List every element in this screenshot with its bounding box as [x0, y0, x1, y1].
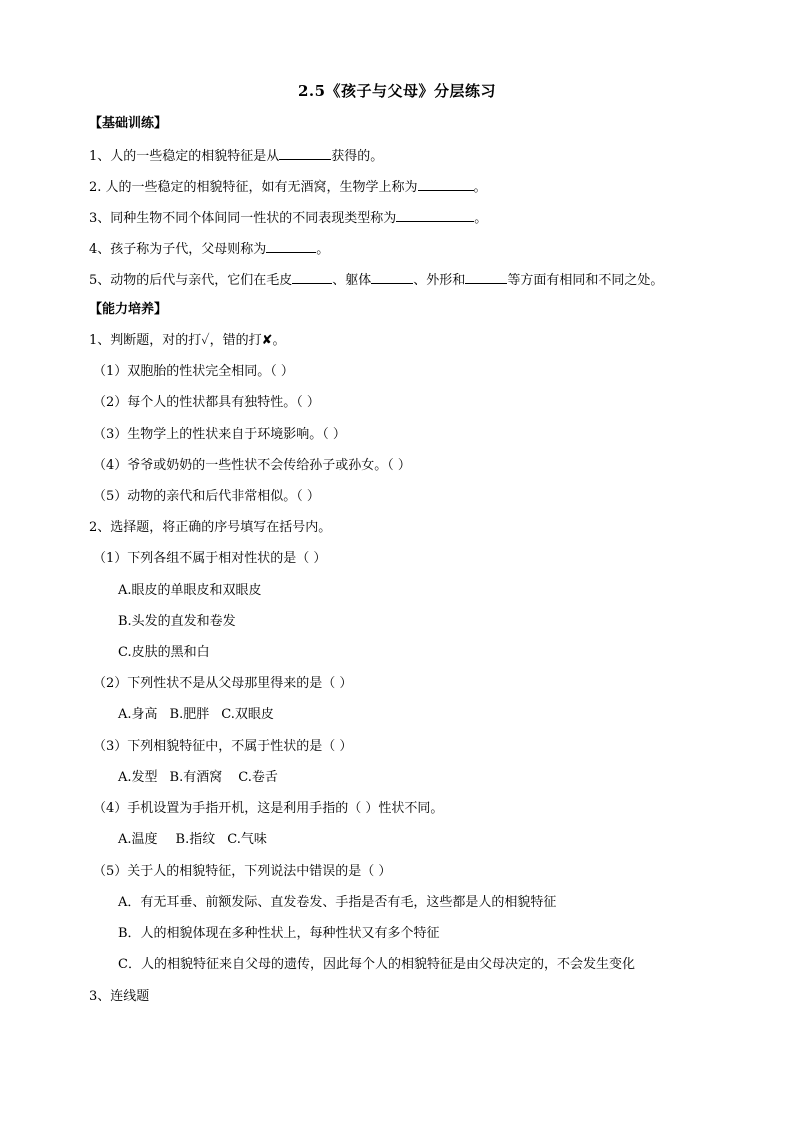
choice-q3-options — [118, 768, 278, 788]
choice-question-3: （3）下列相貌特征中，不属于性状的是（ ） — [93, 739, 353, 754]
basic-q2-text: 2. 人的一些稳定的相貌特征，如有无酒窝，生物学上称为 — [89, 180, 418, 195]
choice-q2-option-a: A.身高 — [118, 707, 158, 722]
choice-q4-option-a: A.温度 — [118, 832, 158, 847]
choice-q3-option-c: C.卷舌 — [238, 770, 278, 785]
judge-item-3: （3）生物学上的性状来自于环境影响。（ ） — [93, 427, 346, 442]
answer-blank — [418, 176, 474, 191]
basic-q2-text-end: 。 — [473, 180, 487, 195]
choice-q4-option-b: B.指纹 — [175, 832, 216, 847]
judge-item-4: （4）爷爷或奶奶的一些性状不会传给孙子或孙女。（ ） — [93, 458, 411, 473]
judge-item-2: （2）每个人的性状都具有独特性。（ ） — [93, 395, 320, 410]
choice-q4-options — [118, 830, 267, 850]
choice-q3-option-a: A.发型 — [118, 770, 158, 785]
basic-question-1 — [89, 145, 383, 167]
choice-q2-options — [118, 705, 274, 725]
choice-q1-option-a: A.眼皮的单眼皮和双眼皮 — [118, 583, 262, 598]
basic-q5-text: 5、动物的后代与亲代，它们在毛皮 — [89, 273, 293, 288]
basic-q5-text: 等方面有相同和不同之处。 — [507, 273, 664, 288]
choice-question-4: （4）手机设置为手指开机，这是利用手指的（ ）性状不同。 — [93, 801, 444, 816]
basic-q4-text: 4、孩子称为子代，父母则称为 — [89, 242, 267, 257]
answer-blank — [396, 207, 474, 222]
page-title: 2.5《孩子与父母》分层练习 — [297, 82, 497, 100]
judge-header: 1、判断题，对的打✓，错的打✘。 — [89, 333, 286, 348]
choice-question-2: （2）下列性状不是从父母那里得来的是（ ） — [93, 676, 353, 691]
answer-blank — [279, 145, 331, 160]
match-header: 3、连线题 — [89, 989, 150, 1004]
basic-question-2 — [89, 176, 487, 198]
choice-q1-option-c: C.皮肤的黑和白 — [118, 645, 210, 660]
answer-blank — [465, 269, 507, 284]
basic-q3-text: 3、同种生物不同个体间同一性状的不同表现类型称为 — [89, 211, 397, 226]
section-ability-heading: 【能力培养】 — [89, 302, 168, 317]
basic-q1-text: 1、人的一些稳定的相貌特征是从 — [89, 149, 280, 164]
choice-q2-option-c: C.双眼皮 — [221, 707, 274, 722]
basic-q3-text-end: 。 — [474, 211, 488, 226]
choice-question-5: （5）关于人的相貌特征，下列说法中错误的是（ ） — [93, 864, 392, 879]
choice-q3-option-b: B.有酒窝 — [169, 770, 223, 785]
basic-question-3 — [89, 207, 487, 229]
choice-question-1: （1）下列各组不属于相对性状的是（ ） — [93, 551, 327, 566]
basic-q5-text: 、外形和 — [413, 273, 466, 288]
answer-blank — [266, 238, 316, 253]
basic-q4-text-end: 。 — [316, 242, 330, 257]
basic-question-4 — [89, 238, 329, 260]
answer-blank — [292, 269, 332, 284]
choice-q5-option-b: B．人的相貌体现在多种性状上，每种性状又有多个特征 — [118, 926, 440, 941]
judge-item-1: （1）双胞胎的性状完全相同。（ ） — [93, 364, 294, 379]
basic-q1-text-end: 获得的。 — [331, 149, 384, 164]
choice-q4-option-c: C.气味 — [227, 832, 267, 847]
answer-blank — [371, 269, 413, 284]
section-basic-heading: 【基础训练】 — [89, 116, 168, 131]
judge-item-5: （5）动物的亲代和后代非常相似。（ ） — [93, 489, 320, 504]
choice-q5-option-c: C．人的相貌特征来自父母的遗传，因此每个人的相貌特征是由父母决定的，不会发生变化 — [118, 957, 635, 972]
basic-q5-text: 、躯体 — [332, 273, 372, 288]
choice-q1-option-b: B.头发的直发和卷发 — [118, 614, 236, 629]
choice-q5-option-a: A．有无耳垂、前额发际、直发卷发、手指是否有毛，这些都是人的相貌特征 — [118, 895, 557, 910]
choice-header: 2、选择题，将正确的序号填写在括号内。 — [89, 520, 332, 535]
choice-q2-option-b: B.肥胖 — [169, 707, 210, 722]
basic-question-5 — [89, 269, 663, 291]
